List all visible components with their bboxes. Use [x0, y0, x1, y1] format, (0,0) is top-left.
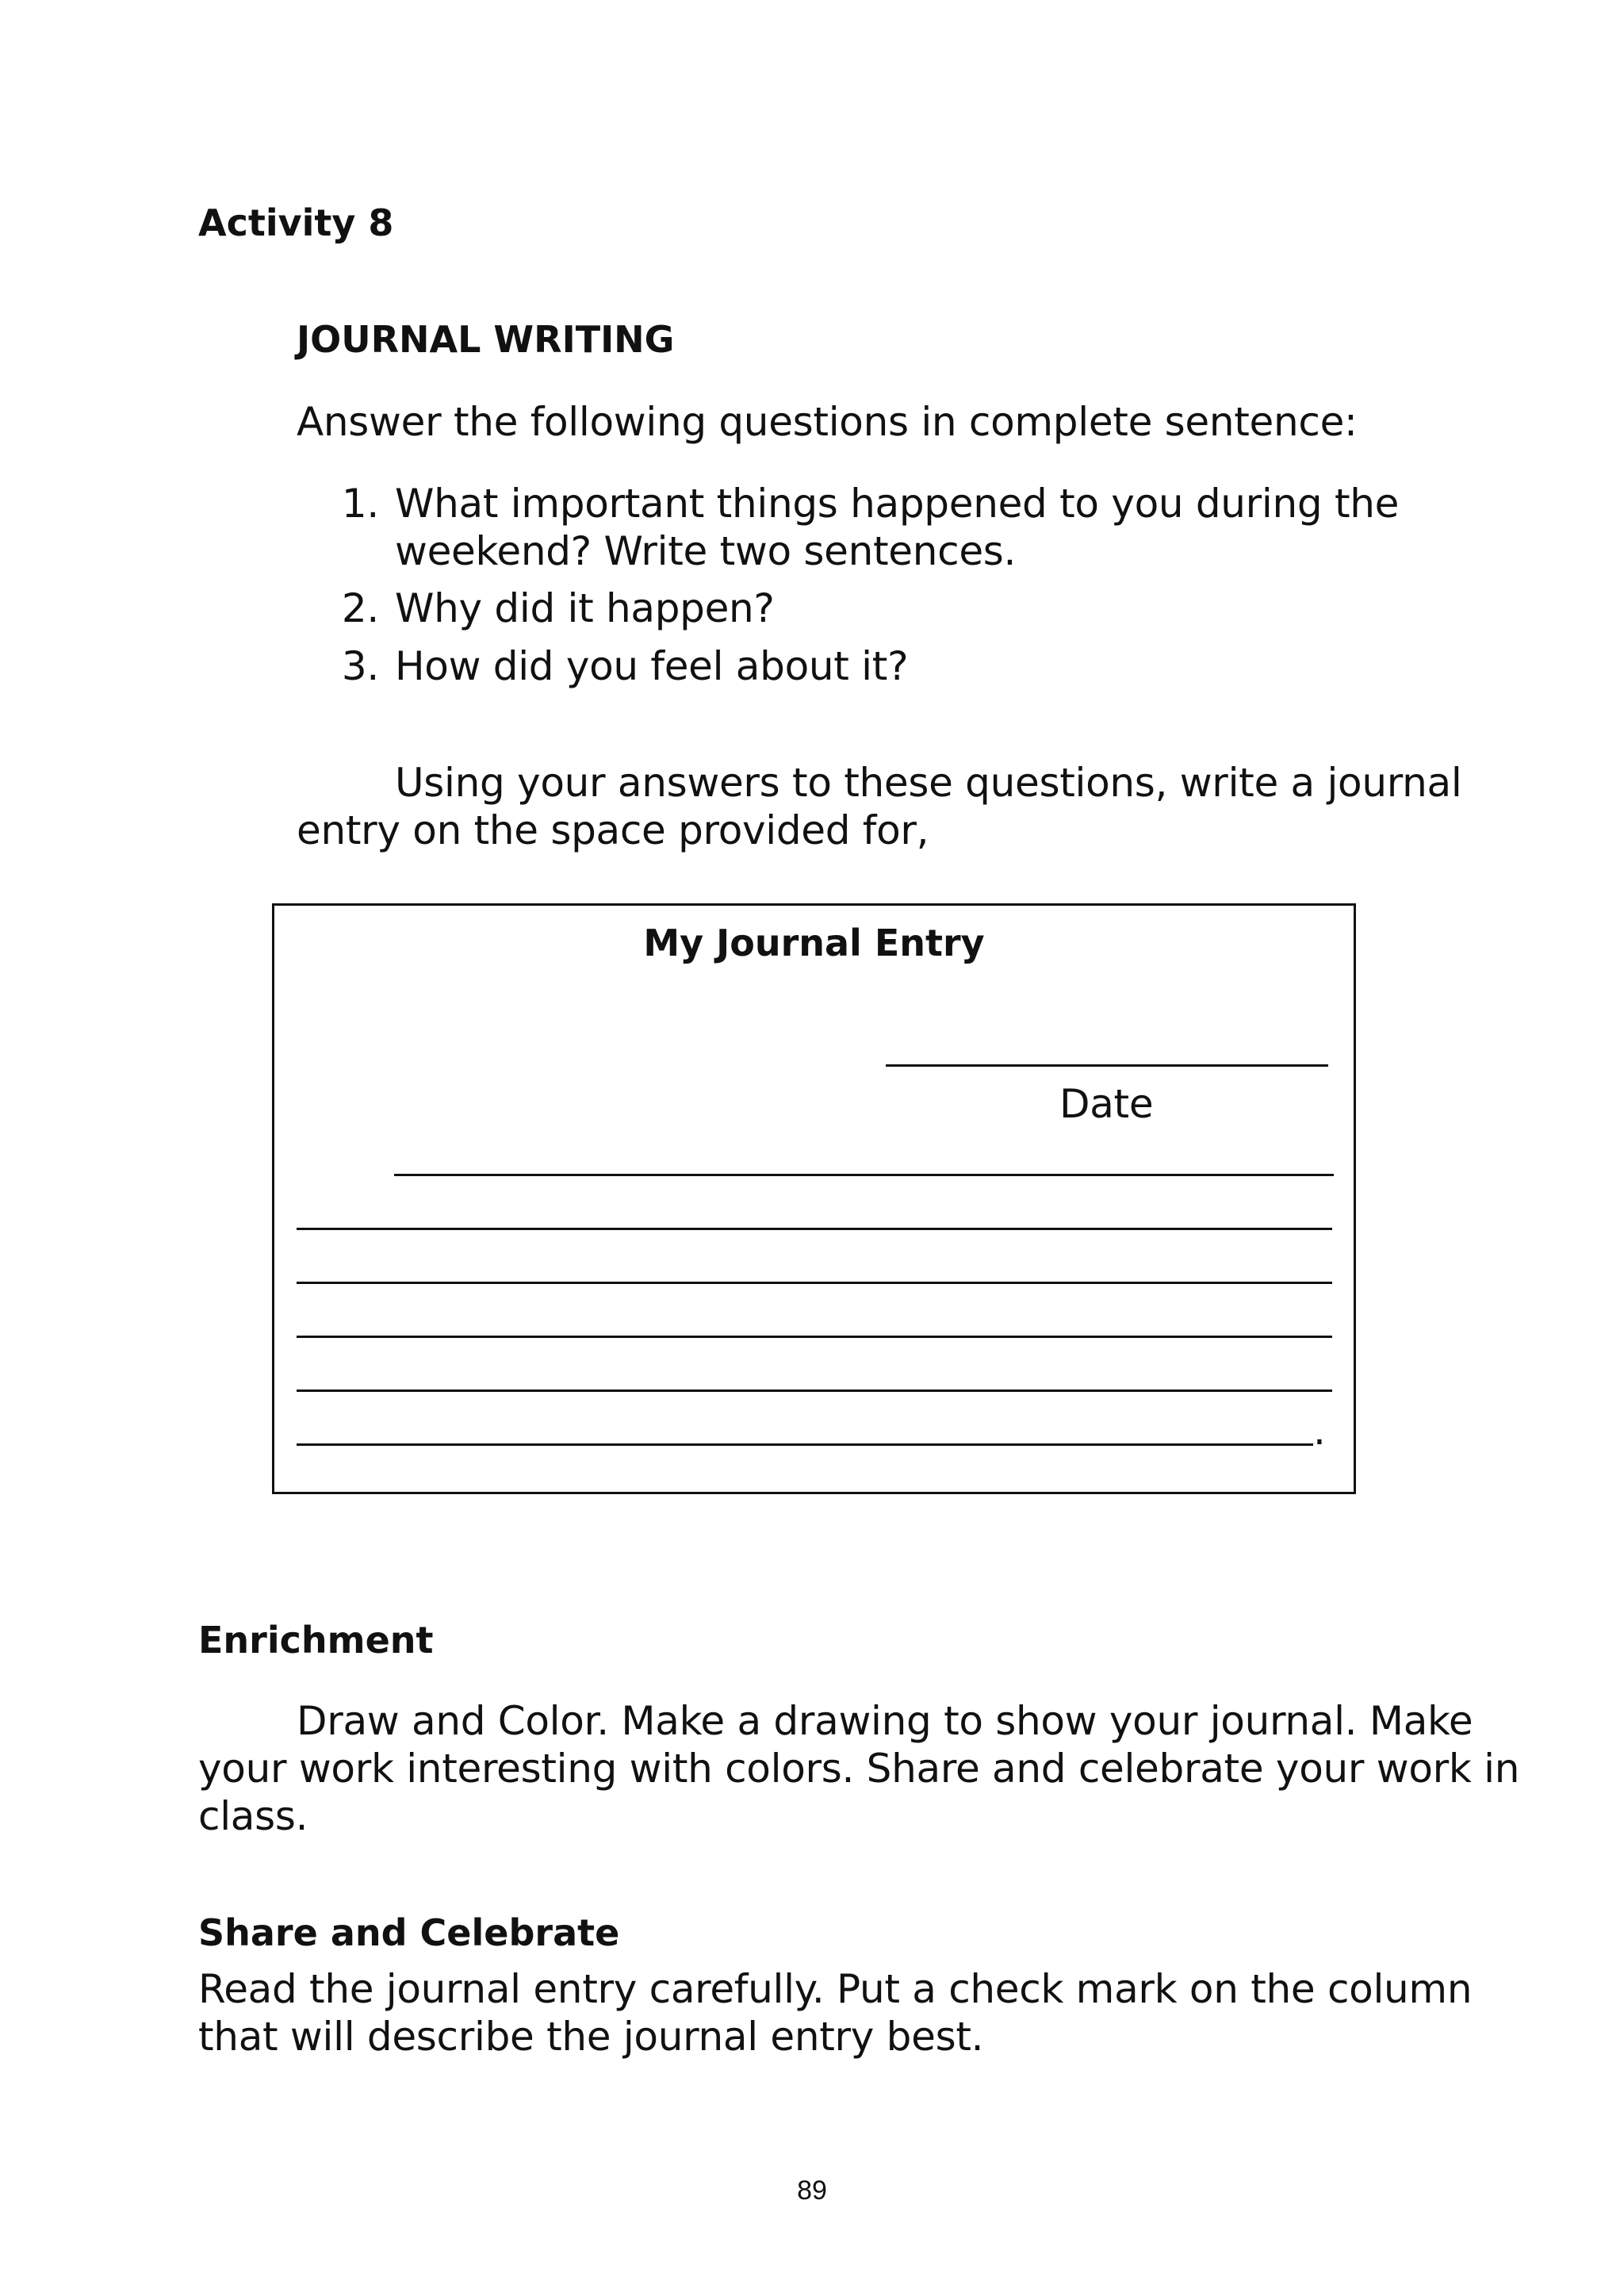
share-title: Share and Celebrate: [198, 1911, 620, 1954]
enrichment-text: class.: [198, 1793, 308, 1839]
writing-line[interactable]: [297, 1389, 1332, 1392]
list-number: 1.: [341, 481, 379, 527]
list-number: 2.: [341, 585, 379, 631]
instruction-text: Answer the following questions in complete sentence:: [297, 399, 1358, 445]
enrichment-title: Enrichment: [198, 1619, 434, 1662]
journal-entry-box: [272, 903, 1356, 1494]
end-period: .: [1313, 1408, 1326, 1454]
writing-line[interactable]: [297, 1282, 1332, 1284]
prompt-text: entry on the space provided for,: [297, 807, 929, 853]
list-text: weekend? Write two sentences.: [395, 528, 1017, 574]
page-number: 89: [797, 2175, 827, 2206]
share-text: that will describe the journal entry best.: [198, 2014, 984, 2060]
journal-title: My Journal Entry: [643, 922, 985, 964]
date-label: Date: [1059, 1081, 1154, 1127]
list-text: How did you feel about it?: [395, 643, 909, 689]
activity-title: Activity 8: [198, 201, 394, 244]
writing-line[interactable]: [297, 1228, 1332, 1230]
list-text: What important things happened to you during the: [395, 481, 1400, 527]
list-text: Why did it happen?: [395, 585, 775, 631]
enrichment-text: Draw and Color. Make a drawing to show your journal. Make: [297, 1698, 1473, 1744]
writing-line[interactable]: [297, 1443, 1313, 1446]
list-number: 3.: [341, 643, 379, 689]
section-subtitle: JOURNAL WRITING: [297, 318, 675, 361]
enrichment-text: your work interesting with colors. Share and celebrate your work in: [198, 1746, 1520, 1792]
share-text: Read the journal entry carefully. Put a check mark on the column: [198, 1966, 1473, 2012]
prompt-text: Using your answers to these questions, write a journal: [395, 760, 1462, 806]
date-line[interactable]: [886, 1064, 1328, 1067]
writing-line[interactable]: [297, 1336, 1332, 1338]
writing-line[interactable]: [394, 1174, 1334, 1176]
